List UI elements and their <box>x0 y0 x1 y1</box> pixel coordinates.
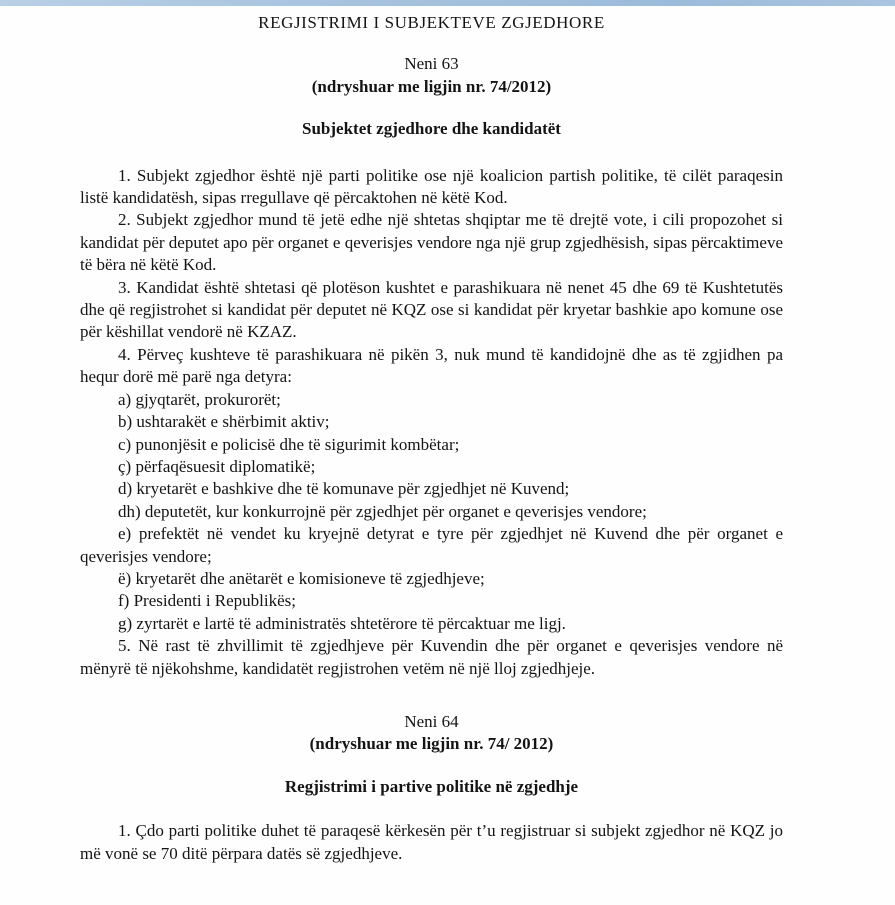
article-63-body <box>80 165 783 680</box>
top-blue-strip <box>0 0 895 6</box>
article-63-heading: Subjektet zgjedhore dhe kandidatët <box>302 119 561 139</box>
paragraph-5: 5. Në rast të zhvillimit të zgjedhjeve për Kuvendin dhe për organet e qeverisjes vendore në mënyrë të njëkohshme, kandidatët regjistrohen vetëm në një lloj zgjedhjeje. <box>80 636 783 678</box>
article-63-header <box>80 53 783 98</box>
list-item-b: b) ushtarakët e shërbimit aktiv; <box>118 412 330 432</box>
paragraph-4: 4. Përveç kushteve të parashikuara në pikën 3, nuk mund të kandidojnë dhe as të zgjidhen pa hequr dorë më parë nga detyra: <box>80 344 783 387</box>
article-64-header <box>80 711 783 756</box>
paragraph-1: 1. Subjekt zgjedhor është një parti politike ose një koalicion partish politike, të cilët paraqesin listë kandidatësh, sipas rregullave që përcaktohen në këtë Kod. <box>80 165 783 208</box>
list-item-dh: dh) deputetët, kur konkurrojnë për zgjedhjet për organet e qeverisjes vendore; <box>118 501 647 521</box>
article-64-number: Neni 64 <box>404 711 459 731</box>
list-item-g: g) zyrtarët e lartë të administratës shtetërore të përcaktuar me ligj. <box>118 613 566 633</box>
article-64-amendment: (ndryshuar me ligjin nr. 74/ 2012) <box>309 734 554 754</box>
article-63-number: Neni 63 <box>404 54 459 74</box>
article-64-heading: Regjistrimi i partive politike në zgjedhje <box>284 776 579 796</box>
list-item-c-cedilla: ç) përfaqësuesit diplomatikë; <box>118 456 316 476</box>
article-63-amendment: (ndryshuar me ligjin nr. 74/2012) <box>311 76 552 96</box>
list-item-c: c) punonjësit e policisë dhe të sigurimit kombëtar; <box>118 434 460 454</box>
document-content <box>0 12 895 865</box>
list-item-e: e) prefektët në vendet ku kryejnë detyrat e tyre për zgjedhjet në Kuvend dhe për organet e qeverisjes vendore; <box>80 524 783 566</box>
paragraph-3: 3. Kandidat është shtetasi që plotëson kushtet e parashikuara në nenet 45 dhe 69 të Kushtetutës dhe që regjistrohet si kandidat për deputet në KQZ ose si kandidat për kryetar bashkie apo komune ose për këshillat vendorë në KZAZ. <box>80 277 783 342</box>
paragraph-64-1: 1. Çdo parti politike duhet të paraqesë kërkesën për t’u regjistruar si subjekt zgjedhor në KQZ jo më vonë se 70 ditë përpara datës së zgjedhjeve. <box>80 821 783 863</box>
list-item-d: d) kryetarët e bashkive dhe të komunave për zgjedhjet në Kuvend; <box>118 479 570 499</box>
document-title: REGJISTRIMI I SUBJEKTEVE ZGJEDHORE <box>258 13 605 32</box>
article-64-body <box>80 820 783 865</box>
list-item-f: f) Presidenti i Republikës; <box>118 591 297 611</box>
list-item-e-umlaut: ë) kryetarët dhe anëtarët e komisioneve të zgjedhjeve; <box>118 568 485 588</box>
paragraph-2: 2. Subjekt zgjedhor mund të jetë edhe një shtetas shqiptar me të drejtë vote, i cili propozohet si kandidat për deputet apo për organet e qeverisjes vendore nga një grup zgjedhësish, sipas përcaktimeve të bëra në këtë Kod. <box>80 210 783 275</box>
list-item-a: a) gjyqtarët, prokurorët; <box>118 389 281 409</box>
